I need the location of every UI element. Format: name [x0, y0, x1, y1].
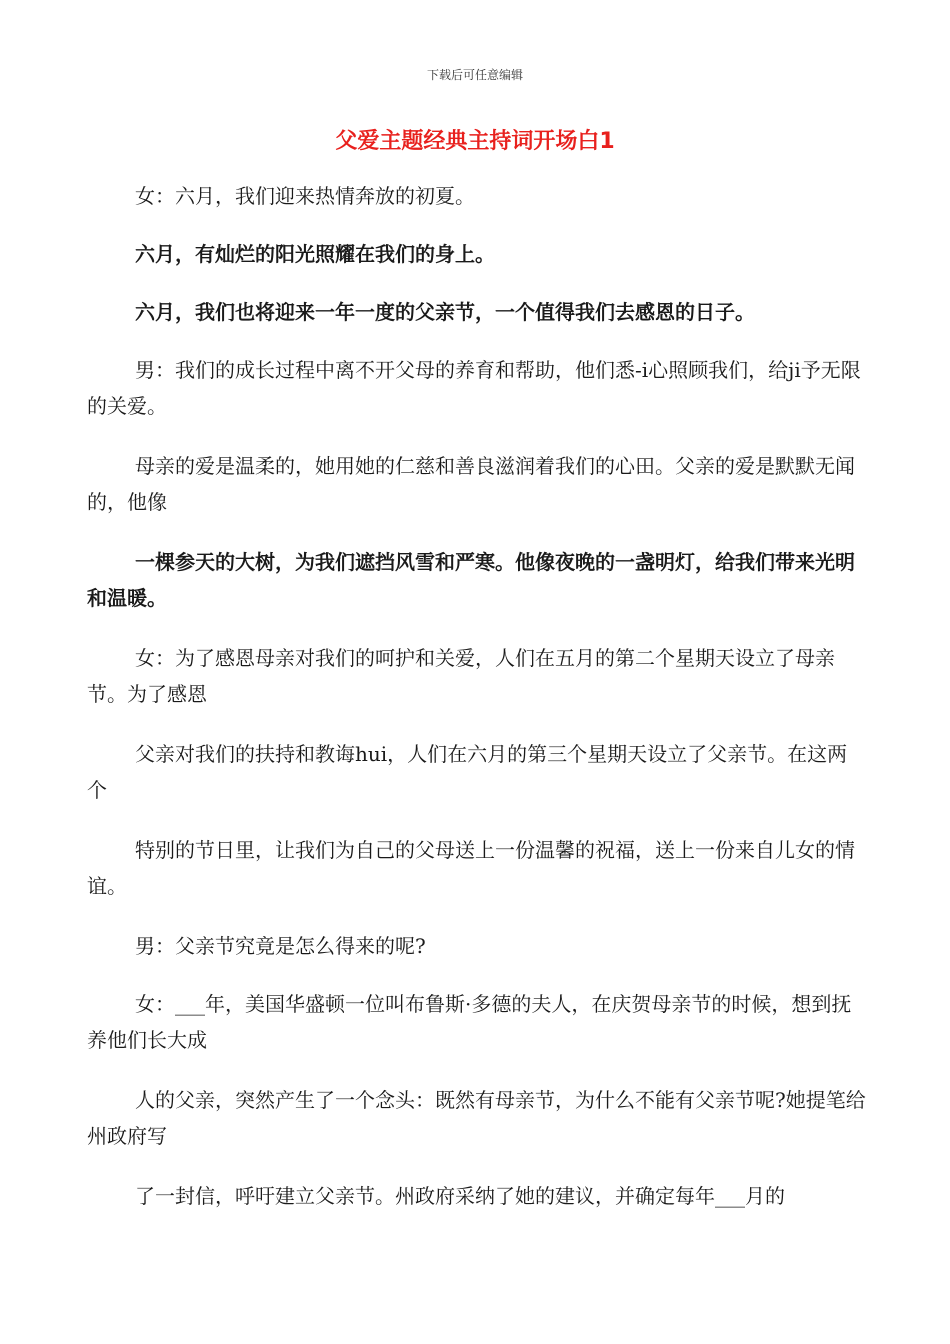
paragraph: 了一封信，呼吁建立父亲节。州政府采纳了她的建议，并确定每年___月的	[135, 1184, 785, 1208]
paragraph: 一棵参天的大树，为我们遮挡风雪和严寒。他像夜晚的一盏明灯，给我们带来光明和温暖。	[87, 550, 855, 610]
paragraph: 特别的节日里，让我们为自己的父母送上一份温馨的祝福，送上一份来自儿女的情谊。	[87, 838, 855, 898]
paragraph: 父亲对我们的扶持和教诲hui，人们在六月的第三个星期天设立了父亲节。在这两个	[87, 742, 848, 802]
paragraph: 人的父亲，突然产生了一个念头：既然有母亲节，为什么不能有父亲节呢?她提笔给州政府写	[87, 1088, 866, 1148]
paragraph: 母亲的爱是温柔的，她用她的仁慈和善良滋润着我们的心田。父亲的爱是默默无闻的，他像	[87, 454, 855, 514]
page-header: 下载后可任意编辑	[426, 68, 523, 82]
paragraph: 六月，我们也将迎来一年一度的父亲节，一个值得我们去感恩的日子。	[135, 300, 755, 324]
paragraph: 男：父亲节究竟是怎么得来的呢?	[135, 934, 426, 958]
paragraph: 男：我们的成长过程中离不开父母的养育和帮助，他们悉-i心照顾我们，给ji予无限的关爱。	[87, 358, 861, 418]
paragraph: 女：六月，我们迎来热情奔放的初夏。	[135, 184, 475, 208]
paragraph: 六月，有灿烂的阳光照耀在我们的身上。	[135, 242, 495, 266]
paragraph: 女：为了感恩母亲对我们的呵护和关爱，人们在五月的第二个星期天设立了母亲节。为了感恩	[87, 646, 835, 706]
document-title: 父爱主题经典主持词开场白1	[335, 129, 615, 154]
paragraph: 女：___年，美国华盛顿一位叫布鲁斯·多德的夫人，在庆贺母亲节的时候，想到抚养他们长大成	[87, 992, 852, 1052]
